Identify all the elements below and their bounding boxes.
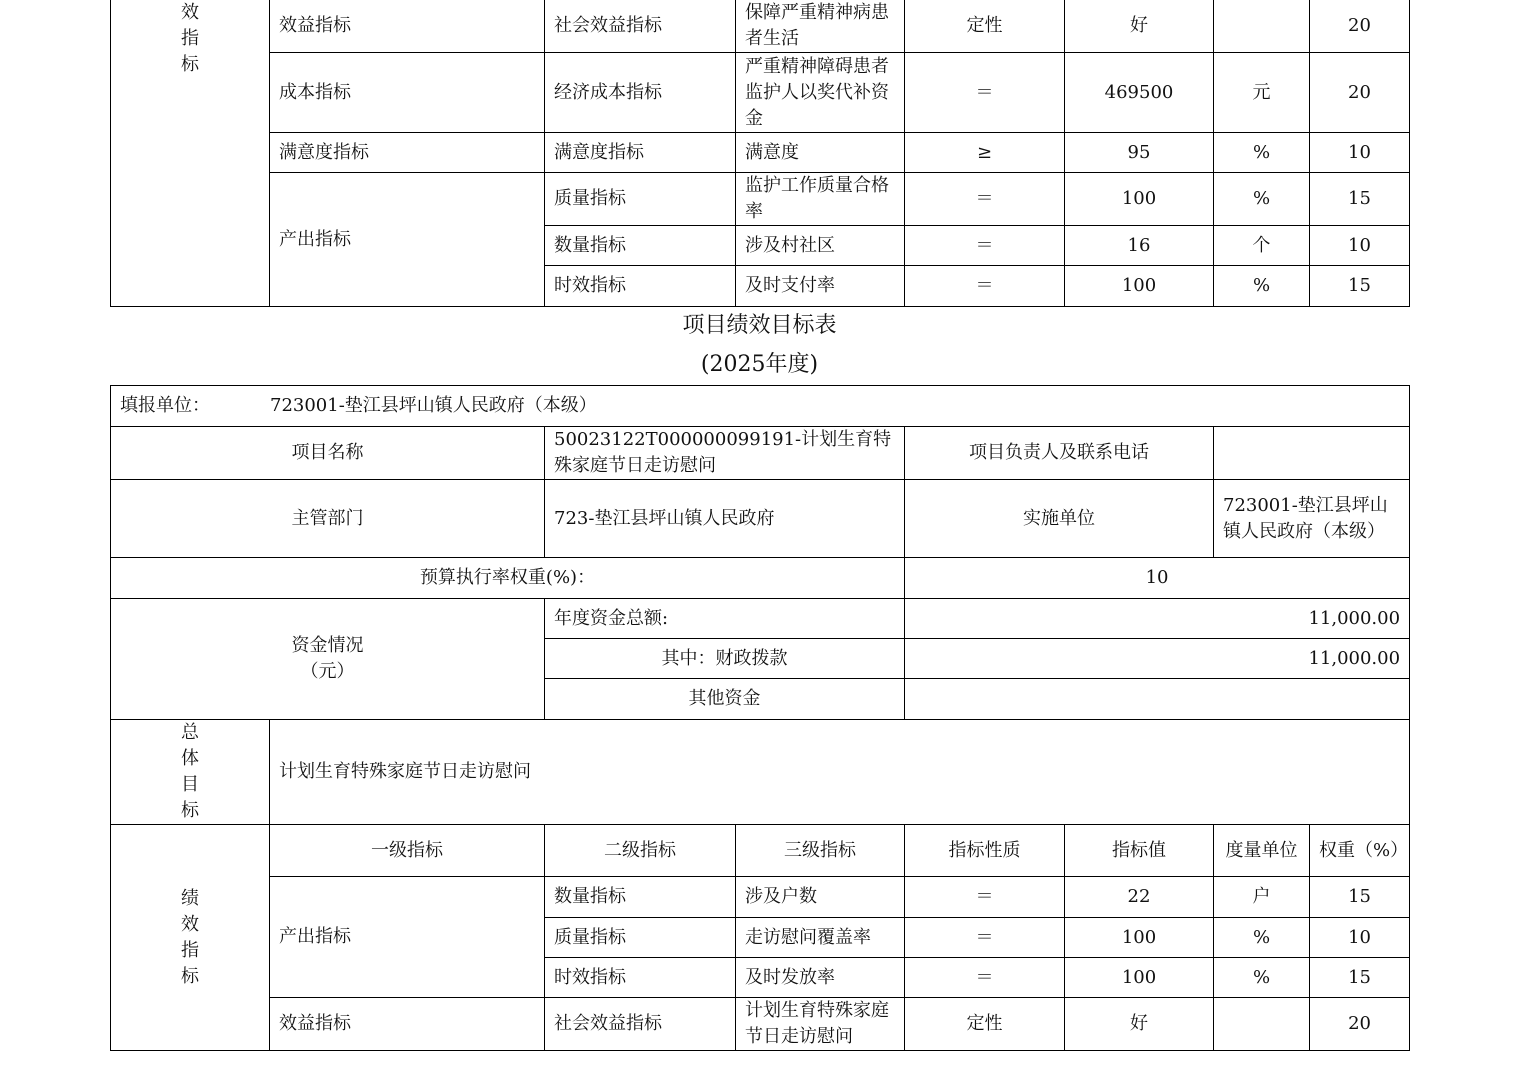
impl-value: 723001-垫江县坪山镇人民政府（本级）: [1214, 480, 1410, 558]
weight-cell: 15: [1310, 266, 1410, 307]
value-cell: 100: [1065, 918, 1214, 958]
performance-goal-table: [110, 385, 1410, 1051]
level3-cell: 保障严重精神病患者生活: [736, 0, 905, 53]
fund-total-label: 年度资金总额:: [545, 599, 905, 639]
filing-unit-label: 填报单位：: [120, 395, 210, 416]
level3-cell: 及时发放率: [736, 958, 905, 998]
level2-cell: 时效指标: [545, 958, 736, 998]
level3-cell: 及时支付率: [736, 266, 905, 307]
fund-other-label: 其他资金: [545, 679, 905, 720]
nature-cell: ＝: [905, 918, 1065, 958]
level1-cell: 满意度指标: [270, 133, 545, 173]
unit-cell: %: [1214, 266, 1310, 307]
level1-cell: 产出指标: [270, 173, 545, 307]
level3-cell: 涉及村社区: [736, 226, 905, 266]
value-cell: 100: [1065, 266, 1214, 307]
fund-total-value: 11,000.00: [905, 599, 1410, 639]
project-name-label: 项目名称: [111, 427, 545, 480]
previous-performance-table: [110, 0, 1410, 307]
weight-cell: 10: [1310, 918, 1410, 958]
budget-weight-value: 10: [905, 558, 1410, 599]
weight-cell: 15: [1310, 173, 1410, 226]
weight-cell: 20: [1310, 53, 1410, 133]
fund-other-value: [905, 679, 1410, 720]
level1-cell: 成本指标: [270, 53, 545, 133]
header-level1: 一级指标: [270, 825, 545, 877]
weight-cell: 15: [1310, 877, 1410, 918]
perf-indicator-label: 绩 效 指 标: [111, 825, 270, 1051]
dept-value: 723-垫江县坪山镇人民政府: [545, 480, 905, 558]
nature-cell: ＝: [905, 53, 1065, 133]
unit-cell: %: [1214, 173, 1310, 226]
contact-value: [1214, 427, 1410, 480]
overall-goal-label: 总 体 目 标: [111, 720, 270, 825]
unit-cell: [1214, 998, 1310, 1051]
header-weight: 权重（%）: [1310, 825, 1410, 877]
nature-cell: ＝: [905, 173, 1065, 226]
impl-label: 实施单位: [905, 480, 1214, 558]
level2-cell: 质量指标: [545, 918, 736, 958]
nature-cell: 定性: [905, 998, 1065, 1051]
unit-cell: %: [1214, 918, 1310, 958]
unit-cell: %: [1214, 133, 1310, 173]
level3-cell: 监护工作质量合格率: [736, 173, 905, 226]
filing-unit-row: [111, 386, 1410, 427]
value-cell: 100: [1065, 958, 1214, 998]
contact-label: 项目负责人及联系电话: [905, 427, 1214, 480]
level3-cell: 涉及户数: [736, 877, 905, 918]
header-value: 指标值: [1065, 825, 1214, 877]
level1-cell: 效益指标: [270, 0, 545, 53]
project-name-value: 50023122T000000099191-计划生育特殊家庭节日走访慰问: [545, 427, 905, 480]
budget-weight-label: 预算执行率权重(%)：: [111, 558, 905, 599]
value-cell: 469500: [1065, 53, 1214, 133]
level2-cell: 质量指标: [545, 173, 736, 226]
value-cell: 好: [1065, 998, 1214, 1051]
level2-cell: 社会效益指标: [545, 998, 736, 1051]
header-level3: 三级指标: [736, 825, 905, 877]
unit-cell: 户: [1214, 877, 1310, 918]
unit-cell: %: [1214, 958, 1310, 998]
weight-cell: 10: [1310, 226, 1410, 266]
value-cell: 95: [1065, 133, 1214, 173]
fund-unit-text: （元）: [300, 661, 355, 682]
weight-cell: 15: [1310, 958, 1410, 998]
weight-cell: 20: [1310, 0, 1410, 53]
header-nature: 指标性质: [905, 825, 1065, 877]
header-unit: 度量单位: [1214, 825, 1310, 877]
value-cell: 好: [1065, 0, 1214, 53]
fund-label-text: 资金情况: [291, 635, 364, 656]
unit-cell: 元: [1214, 53, 1310, 133]
dept-label: 主管部门: [111, 480, 545, 558]
level2-cell: 社会效益指标: [545, 0, 736, 53]
nature-cell: ＝: [905, 877, 1065, 918]
level1-cell: 效益指标: [270, 998, 545, 1051]
fund-label: [111, 599, 545, 720]
weight-cell: 10: [1310, 133, 1410, 173]
value-cell: 16: [1065, 226, 1214, 266]
nature-cell: ＝: [905, 958, 1065, 998]
value-cell: 100: [1065, 173, 1214, 226]
weight-cell: 20: [1310, 998, 1410, 1051]
fund-fiscal-label: 其中：财政拨款: [545, 639, 905, 679]
level3-cell: 走访慰问覆盖率: [736, 918, 905, 958]
header-level2: 二级指标: [545, 825, 736, 877]
nature-cell: ≥: [905, 133, 1065, 173]
level3-cell: 计划生育特殊家庭节日走访慰问: [736, 998, 905, 1051]
nature-cell: 定性: [905, 0, 1065, 53]
unit-cell: 个: [1214, 226, 1310, 266]
document-title: 项目绩效目标表: [682, 313, 837, 338]
level3-cell: 满意度: [736, 133, 905, 173]
nature-cell: ＝: [905, 266, 1065, 307]
level2-cell: 经济成本指标: [545, 53, 736, 133]
level2-cell: 时效指标: [545, 266, 736, 307]
level2-cell: 数量指标: [545, 877, 736, 918]
filing-unit-value: 723001-垫江县坪山镇人民政府（本级）: [270, 395, 597, 416]
nature-cell: ＝: [905, 226, 1065, 266]
unit-cell: [1214, 0, 1310, 53]
overall-goal-value: 计划生育特殊家庭节日走访慰问: [270, 720, 1410, 825]
level2-cell: 数量指标: [545, 226, 736, 266]
section-label-perf: 效 指 标: [111, 0, 270, 307]
level3-cell: 严重精神障碍患者监护人以奖代补资金: [736, 53, 905, 133]
value-cell: 22: [1065, 877, 1214, 918]
level1-cell: 产出指标: [270, 877, 545, 998]
fund-fiscal-value: 11,000.00: [905, 639, 1410, 679]
document-subtitle: (2025年度): [700, 352, 819, 377]
level2-cell: 满意度指标: [545, 133, 736, 173]
